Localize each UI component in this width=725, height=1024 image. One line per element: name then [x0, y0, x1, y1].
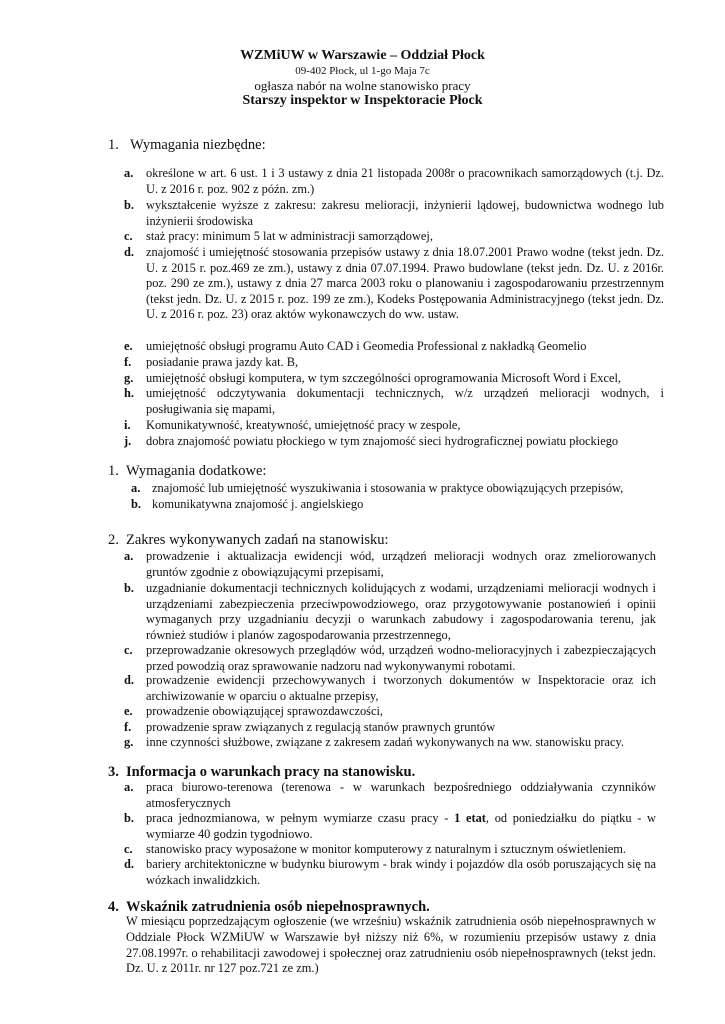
section-number: 4.: [108, 899, 119, 915]
item-text: praca biurowo-terenowa (terenowa - w warunkach bezpośredniego oddziaływania czynników atmosferycznych: [146, 780, 656, 810]
item-label: b.: [124, 198, 134, 212]
item-text: prowadzenie i aktualizacja ewidencji wód, urządzeń melioracji wodnych oraz zmeliorowanych gruntów zgodnie z obowiązującymi przepisami,: [146, 549, 656, 579]
item-label: h.: [124, 386, 134, 400]
item-text: prowadzenie ewidencji przechowywanych i tworzonych dokumentów w Inspektoracie oraz ich archiwizowanie w oparciu o aktualne przepisy,: [146, 673, 656, 703]
item-label: a.: [124, 166, 134, 180]
announcement-line: ogłasza nabór na wolne stanowisko pracy: [254, 78, 471, 93]
item-text-emphasis: 1 etat: [454, 811, 486, 825]
item-text: staż pracy: minimum 5 lat w administracji samorządowej,: [146, 229, 433, 243]
item-text: znajomość lub umiejętność wyszukiwania i stosowania w praktyce obowiązujących przepisów,: [152, 481, 624, 495]
item-text-end: , od poniedziałku do piątku - w wymiarze 40 godzin tygodniowo.: [146, 811, 657, 841]
employment-index-paragraph: W miesiącu poprzedzającym ogłoszenie (we wrześniu) wskaźnik zatrudnienia osób niepełnosprawnych w Oddziale Płock WZMiUW w Warszawie był niższy niż 6%, w rozumieniu przepisów ustawy z dnia 27.08.1997r. o rehabilitacji zawodowej i społecznej oraz zatrudnieniu osób niepełnosprawnych (tekst jedn. Dz. U. z 2011r. nr 127 poz.721 ze zm.): [126, 914, 656, 976]
item-label: d.: [124, 245, 134, 259]
item-text: określone w art. 6 ust. 1 i 3 ustawy z dnia 21 listopada 2008r o pracownikach samorządowych (t.j. Dz. U. z 2016 r. poz. 902 z późn. zm.): [146, 166, 664, 196]
section-title: Informacja o warunkach pracy na stanowisku.: [126, 764, 416, 780]
item-text: dobra znajomość powiatu płockiego w tym znajomość sieci hydrograficznej powiatu płockiego: [146, 434, 619, 448]
item-label: f.: [124, 720, 132, 734]
item-text: inne czynności służbowe, związane z zakresem zadań wykonywanych na ww. stanowisku pracy.: [146, 735, 625, 749]
section-number: 1.: [108, 463, 119, 479]
item-text: bariery architektoniczne w budynku biurowym - brak windy i pojazdów dla osób poruszających się na wózkach inwalidzkich.: [146, 857, 656, 887]
item-label: g.: [124, 371, 134, 385]
item-label: f.: [124, 355, 132, 369]
item-text: uzgadnianie dokumentacji technicznych kolidujących z wodami, urządzeniami melioracji wodnych i urządzeniami zabezpieczenia przeciwpowodziowego, oraz przygotowywanie postanowień i opinii wymaganych przy uzgadnianiu decyzji o warunkach zabudowy i zagospodarowania terenu, jak również studiów i planów zagospodarowania przestrzennego,: [146, 581, 656, 642]
item-text: prowadzenie obowiązującej sprawozdawczości,: [146, 704, 384, 718]
item-label: e.: [124, 339, 133, 353]
item-label: c.: [124, 229, 133, 243]
item-text: prowadzenie spraw związanych z regulacją stanów prawnych gruntów: [146, 720, 496, 734]
item-label: a.: [124, 780, 134, 794]
section-title: Wymagania niezbędne:: [130, 137, 266, 153]
section-number: 3.: [108, 764, 119, 780]
section-title: Wymagania dodatkowe:: [126, 463, 267, 479]
item-label: c.: [124, 842, 133, 856]
section-number: 2.: [108, 532, 119, 548]
item-text: Komunikatywność, kreatywność, umiejętność pracy w zespole,: [146, 418, 461, 432]
item-label: a.: [124, 549, 134, 563]
item-text: komunikatywna znajomość j. angielskiego: [152, 497, 364, 511]
item-text: posiadanie prawa jazdy kat. B,: [146, 355, 299, 369]
item-label: c.: [124, 643, 133, 657]
item-text: umiejętność odczytywania dokumentacji technicznych, w/z urządzeń melioracji wodnych, i posługiwania się mapami,: [146, 386, 664, 416]
item-label: a.: [131, 481, 141, 495]
item-text-start: praca jednozmianowa, w pełnym wymiarze czasu pracy -: [146, 811, 455, 825]
item-label: j.: [124, 434, 132, 448]
item-text: umiejętność obsługi programu Auto CAD i Geomedia Professional z nakładką Geomelio: [146, 339, 587, 353]
item-label: b.: [124, 811, 134, 825]
item-text: znajomość i umiejętność stosowania przepisów ustawy z dnia 18.07.2001 Prawo wodne (tekst jedn. Dz. U. z 2015 r. poz.469 ze zm.), ustawy z dnia 07.07.1994. Prawo budowlane (tekst jedn. Dz. U. z 2016r. poz. 290 ze zm.), ustawy z dnia 27 marca 2003 roku o planowaniu i zagospodarowaniu przestrzennym (tekst jedn. Dz. U. z 2015 r. poz. 199 ze zm.), Kodeks Postępowania Administracyjnego (tekst jedn. Dz. U. z 2016 r. poz. 23) oraz aktów wykonawczych do ww. ustaw.: [146, 245, 664, 322]
position-title: Starszy inspektor w Inspektoracie Płock: [242, 93, 483, 108]
item-label: e.: [124, 704, 133, 718]
item-text: wykształcenie wyższe z zakresu: zakresu melioracji, inżynierii lądowej, budownictwa wodnego lub inżynierii środowiska: [146, 198, 664, 228]
item-label: d.: [124, 673, 134, 687]
item-text: umiejętność obsługi komputera, w tym szczególności oprogramowania Microsoft Word i Excel,: [146, 371, 622, 385]
item-text: [146, 811, 656, 842]
item-text: stanowisko pracy wyposażone w monitor komputerowy z naturalnym i sztucznym oświetleniem.: [146, 842, 627, 856]
item-text: przeprowadzanie okresowych przeglądów wód, urządzeń wodno-melioracyjnych i zabezpieczających przed powodzią oraz sprawowanie nadzoru nad wykonywanymi robotami.: [146, 643, 656, 673]
section-title: Wskaźnik zatrudnienia osób niepełnosprawnych.: [126, 899, 430, 915]
document-header: [0, 47, 725, 109]
office-address: 09-402 Płock, ul 1-go Maja 7c: [295, 65, 430, 77]
section-title: Zakres wykonywanych zadań na stanowisku:: [126, 532, 389, 548]
item-label: d.: [124, 857, 134, 871]
section-number: 1.: [108, 137, 119, 153]
item-label: b.: [124, 581, 134, 595]
office-title: WZMiUW w Warszawie – Oddział Płock: [240, 48, 485, 63]
item-label: i.: [124, 418, 131, 432]
item-label: g.: [124, 735, 134, 749]
item-label: b.: [131, 497, 141, 511]
